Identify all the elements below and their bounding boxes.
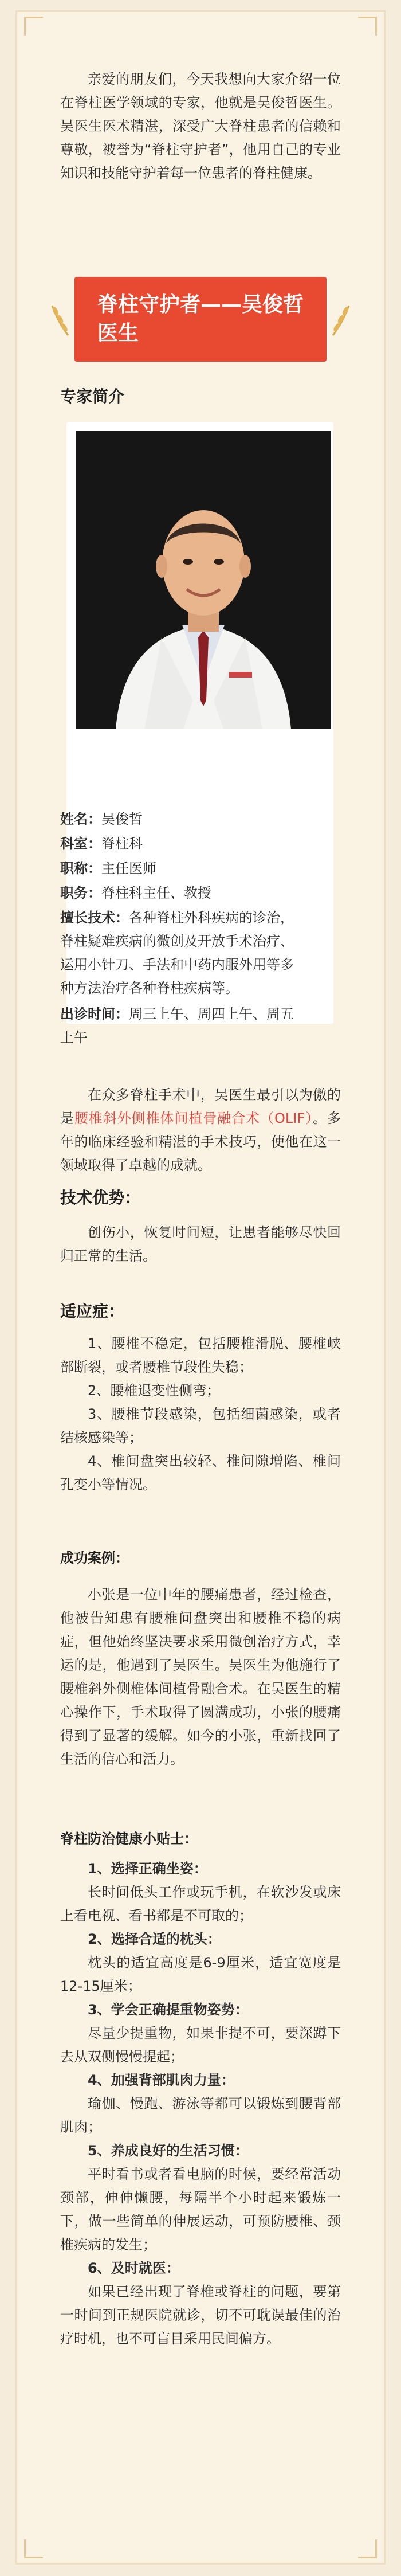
tips-heading: 脊柱防治健康小贴士：: [60, 1831, 198, 1847]
profile-post-row: [60, 882, 301, 905]
title-banner: [49, 277, 352, 362]
case-heading: 成功案例：: [60, 1550, 129, 1566]
profile-name-row: [60, 808, 341, 831]
name-value: 吴俊哲: [101, 811, 143, 827]
post-value: 脊柱科主任、教授: [101, 885, 211, 901]
tip-title: 2、选择合适的枕头：: [88, 1931, 221, 1947]
advantage-text: 创伤小，恢复时间短，让患者能够尽快回归正常的生活。: [60, 1224, 341, 1264]
frame-corner-ornament: [358, 2539, 377, 2558]
case-text: 小张是一位中年的腰痛患者，经过检查，他被告知患有腰椎间盘突出和腰椎不稳的病症，但他始终坚决要求采用微创治疗方式，幸运的是，他遇到了吴医生。吴医生为他施行了腰椎斜外侧椎体间植骨融合术。在吴医生的精心操作下，手术取得了圆满成功，小张的腰痛得到了显著的缓解。如今的小张，重新找回了生活的信心和活力。: [60, 1587, 341, 1767]
advantage-heading: 技术优势：: [60, 1188, 141, 1207]
clinic-value: 周三上午、周四上午、周五上午: [60, 1006, 294, 1046]
tip-text: 如果已经出现了脊椎或脊柱的问题，要第一时间到正规医院就诊，切不可耽误最佳的治疗时机，也不可盲目采用民间偏方。: [60, 2284, 341, 2347]
profile-heading: 专家简介: [60, 387, 125, 406]
tip-title: 4、加强背部肌肉力量：: [88, 2072, 235, 2088]
doctor-photo: [76, 431, 331, 729]
indication-item: 1、腰椎不稳定，包括腰椎滑脱、腰椎峡部断裂，或者腰椎节段性失稳；: [60, 1336, 341, 1375]
frame-corner-ornament: [24, 17, 43, 36]
indication-item: 3、腰椎节段感染，包括细菌感染，或者结核感染等；: [60, 1406, 341, 1446]
doctor-portrait-icon: [76, 431, 331, 729]
tip-text: 枕头的适宜高度是6-9厘米，适宜宽度是12-15厘米；: [60, 1955, 341, 1994]
tip-text: 尽量少提重物，如果非提不可，要深蹲下去从双侧慢慢提起；: [60, 2025, 341, 2065]
indications-heading: 适应症：: [60, 1302, 125, 1321]
title-label: 职称：: [60, 860, 101, 876]
indication-item: 4、椎间盘突出较轻、椎间隙增陷、椎间孔变小等情况。: [60, 1453, 341, 1493]
indication-item: 2、腰椎退变性侧弯；: [88, 1383, 221, 1399]
profile-title-row: [60, 857, 341, 880]
wheat-ornament-icon: [49, 303, 72, 338]
olif-paragraph: [60, 1083, 341, 1177]
profile-dept-row: [60, 832, 341, 856]
title-value: 主任医师: [101, 860, 156, 876]
post-label: 职务：: [60, 885, 101, 901]
skill-label: 擅长技术：: [60, 910, 129, 926]
tip-text: 瑜伽、慢跑、游泳等都可以锻炼到腰背部肌肉；: [60, 2096, 341, 2135]
olif-text-after: 。多年的临床经验和精湛的手术技巧，使他在这一领域取得了卓越的成就。: [60, 1110, 341, 1173]
olif-text-before: 在众多脊柱手术中，吴医生最引以为傲的是: [60, 1087, 341, 1126]
olif-highlight: 腰椎斜外侧椎体间植骨融合术（OLIF）: [74, 1110, 313, 1126]
tip-text: 长时间低头工作或玩手机，在软沙发或床上看电视、看书都是不可取的；: [60, 1884, 341, 1924]
skill-value: 各种脊柱外科疾病的诊治，脊柱疑难疾病的微创及开放手术治疗、运用小针刀、手法和中药内服外用等多种方法治疗各种脊柱疾病等。: [60, 910, 294, 996]
tip-title: 3、学会正确提重物姿势：: [88, 2002, 249, 2018]
dept-label: 科室：: [60, 836, 101, 852]
tip-text: 平时看书或者看电脑的时候，要经常活动颈部，伸伸懒腰，每隔半个小时起来锻炼一下，做一些简单的伸展运动，可预防腰椎、颈椎疾病的发生；: [60, 2166, 341, 2253]
frame-corner-ornament: [24, 2539, 43, 2558]
clinic-label: 出诊时间：: [60, 1006, 129, 1022]
banner-title: 脊柱守护者——吴俊哲医生: [97, 293, 304, 345]
profile-skill-row: [60, 906, 301, 1000]
frame-corner-ornament: [358, 17, 377, 36]
name-label: 姓名：: [60, 811, 101, 827]
tip-title: 5、养成良好的生活习惯：: [88, 2143, 249, 2159]
tip-title: 6、及时就医：: [88, 2260, 180, 2276]
wheat-ornament-icon: [329, 303, 352, 338]
tip-title: 1、选择正确坐姿：: [88, 1861, 207, 1877]
intro-paragraph: 亲爱的朋友们，今天我想向大家介绍一位在脊柱医学领域的专家，他就是吴俊哲医生。吴医生医术精湛，深受广大脊柱患者的信赖和尊敬，被誉为“脊柱守护者”，他用自己的专业知识和技能守护着每一位患者的脊柱健康。: [60, 71, 341, 181]
profile-clinic-row: [60, 1003, 301, 1050]
dept-value: 脊柱科: [101, 836, 143, 852]
